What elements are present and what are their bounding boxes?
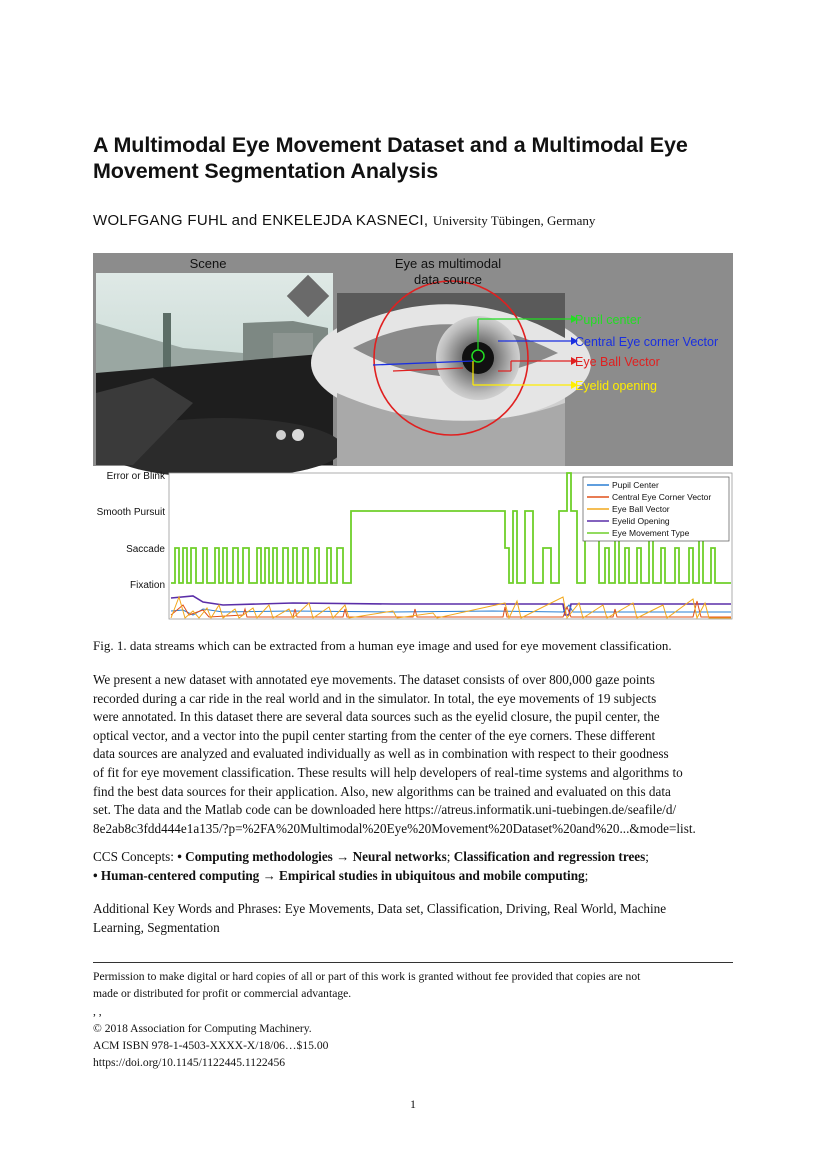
annotation-eye-ball-vector: Eye Ball Vector — [575, 355, 660, 369]
title-line-2: Movement Segmentation Analysis — [93, 159, 439, 183]
ccs-item-2: Classification and regression trees — [453, 849, 646, 864]
copyright-line: © 2018 Association for Computing Machinery. — [93, 1022, 312, 1035]
abstract-line: 8e2ab8c3fdd444e1a135/?p=%2FA%20Multimodal%20Eye%20Movement%20Dataset%20and%20...&mode=list. — [93, 820, 696, 836]
legend-eye-ball-vector: Eye Ball Vector — [612, 504, 670, 514]
abstract — [93, 671, 736, 838]
eye-label-line-2: data source — [414, 272, 482, 287]
ccs-item-3: • Human-centered computing → Empirical studies in ubiquitous and mobile computing — [93, 867, 585, 883]
abstract-line: set. The data and the Matlab code can be downloaded here https://atreus.informatik.uni-tuebingen.de/seafile/d/ — [93, 802, 677, 818]
ccs-sep-3: ; — [584, 867, 589, 883]
chart-legend — [583, 477, 729, 541]
scene-label: Scene — [189, 256, 227, 271]
ccs-sep-2: ; — [645, 849, 649, 864]
keywords — [93, 900, 736, 937]
annotation-pupil-center: Pupil center — [575, 313, 642, 327]
abstract-line: recorded during a car ride in the real world and in the simulator. In total, the eye movements of 19 subjects — [93, 690, 657, 706]
venue-placeholder: , , — [93, 1005, 102, 1018]
isbn-line: ACM ISBN 978-1-4503-XXXX-X/18/06…$15.00 — [93, 1039, 329, 1052]
title-line-1: A Multimodal Eye Movement Dataset and a Multimodal Eye — [93, 133, 688, 157]
paper-title — [93, 132, 753, 184]
keywords-line-1: Additional Key Words and Phrases: Eye Movements, Data set, Classification, Driving, Real World, Machine — [93, 901, 667, 916]
permission-line-2: made or distributed for profit or commercial advantage. — [93, 987, 352, 1000]
author-names: WOLFGANG FUHL and ENKELEJDA KASNECI, — [93, 212, 429, 229]
keywords-line-2: Learning, Segmentation — [93, 919, 220, 935]
eye-photo — [311, 281, 591, 466]
ccs-concepts — [93, 848, 736, 885]
legend-eyelid-opening: Eyelid Opening — [612, 516, 670, 526]
figure-1 — [93, 253, 733, 620]
footnote-divider — [93, 962, 733, 963]
eye-label-line-1: Eye as multimodal — [394, 256, 502, 271]
legend-central-vector: Central Eye Corner Vector — [612, 492, 712, 502]
permission-notice — [93, 968, 736, 1002]
ccs-sep-1: ; — [446, 849, 454, 864]
y-tick-saccade: Saccade — [126, 544, 165, 555]
eye-movement-chart — [97, 471, 732, 619]
ccs-label: CCS Concepts: — [93, 849, 178, 864]
authors — [93, 212, 595, 229]
legend-eye-movement-type: Eye Movement Type — [612, 528, 690, 538]
abstract-line: of fit for eye movement classification. These results will help developers of real-time systems and algorithms to — [93, 764, 683, 780]
y-tick-smooth-pursuit: Smooth Pursuit — [96, 507, 165, 518]
legend-pupil-center: Pupil Center — [612, 480, 659, 490]
abstract-line: were annotated. In this dataset there are several data sources such as the eyelid closure, the pupil center, the — [93, 709, 660, 725]
affiliation: University Tübingen, Germany — [432, 213, 596, 228]
abstract-line: data sources are analyzed and evaluated individually as well as in combination with respect to their goodness — [93, 746, 669, 762]
figure-1-graphic — [93, 253, 733, 620]
y-tick-fixation: Fixation — [129, 580, 165, 591]
figure-caption: Fig. 1. data streams which can be extracted from a human eye image and used for eye movement classification. — [93, 638, 672, 653]
doi-line[interactable]: https://doi.org/10.1145/1122445.1122456 — [93, 1056, 286, 1069]
abstract-line: optical vector, and a vector into the pupil center starting from the center of the eye corners. These different — [93, 727, 656, 743]
y-tick-error-or-blink: Error or Blink — [106, 471, 165, 482]
abstract-line: find the best data sources for their application. Also, new algorithms can be trained and evaluated on this data — [93, 783, 671, 799]
scene-photo — [96, 273, 343, 478]
permission-line-1: Permission to make digital or hard copies of all or part of this work is granted without fee provided that copies are not — [93, 970, 641, 983]
abstract-line: We present a new dataset with annotated eye movements. The dataset consists of over 800,000 gaze points — [93, 672, 655, 687]
ccs-item-1: • Computing methodologies → Neural networks — [177, 849, 447, 864]
copyright-block — [93, 1020, 328, 1071]
annotation-eyelid-opening: Eyelid opening — [575, 379, 658, 393]
annotation-central-vector: Central Eye corner Vector — [575, 335, 719, 349]
page-number: 1 — [410, 1097, 416, 1111]
